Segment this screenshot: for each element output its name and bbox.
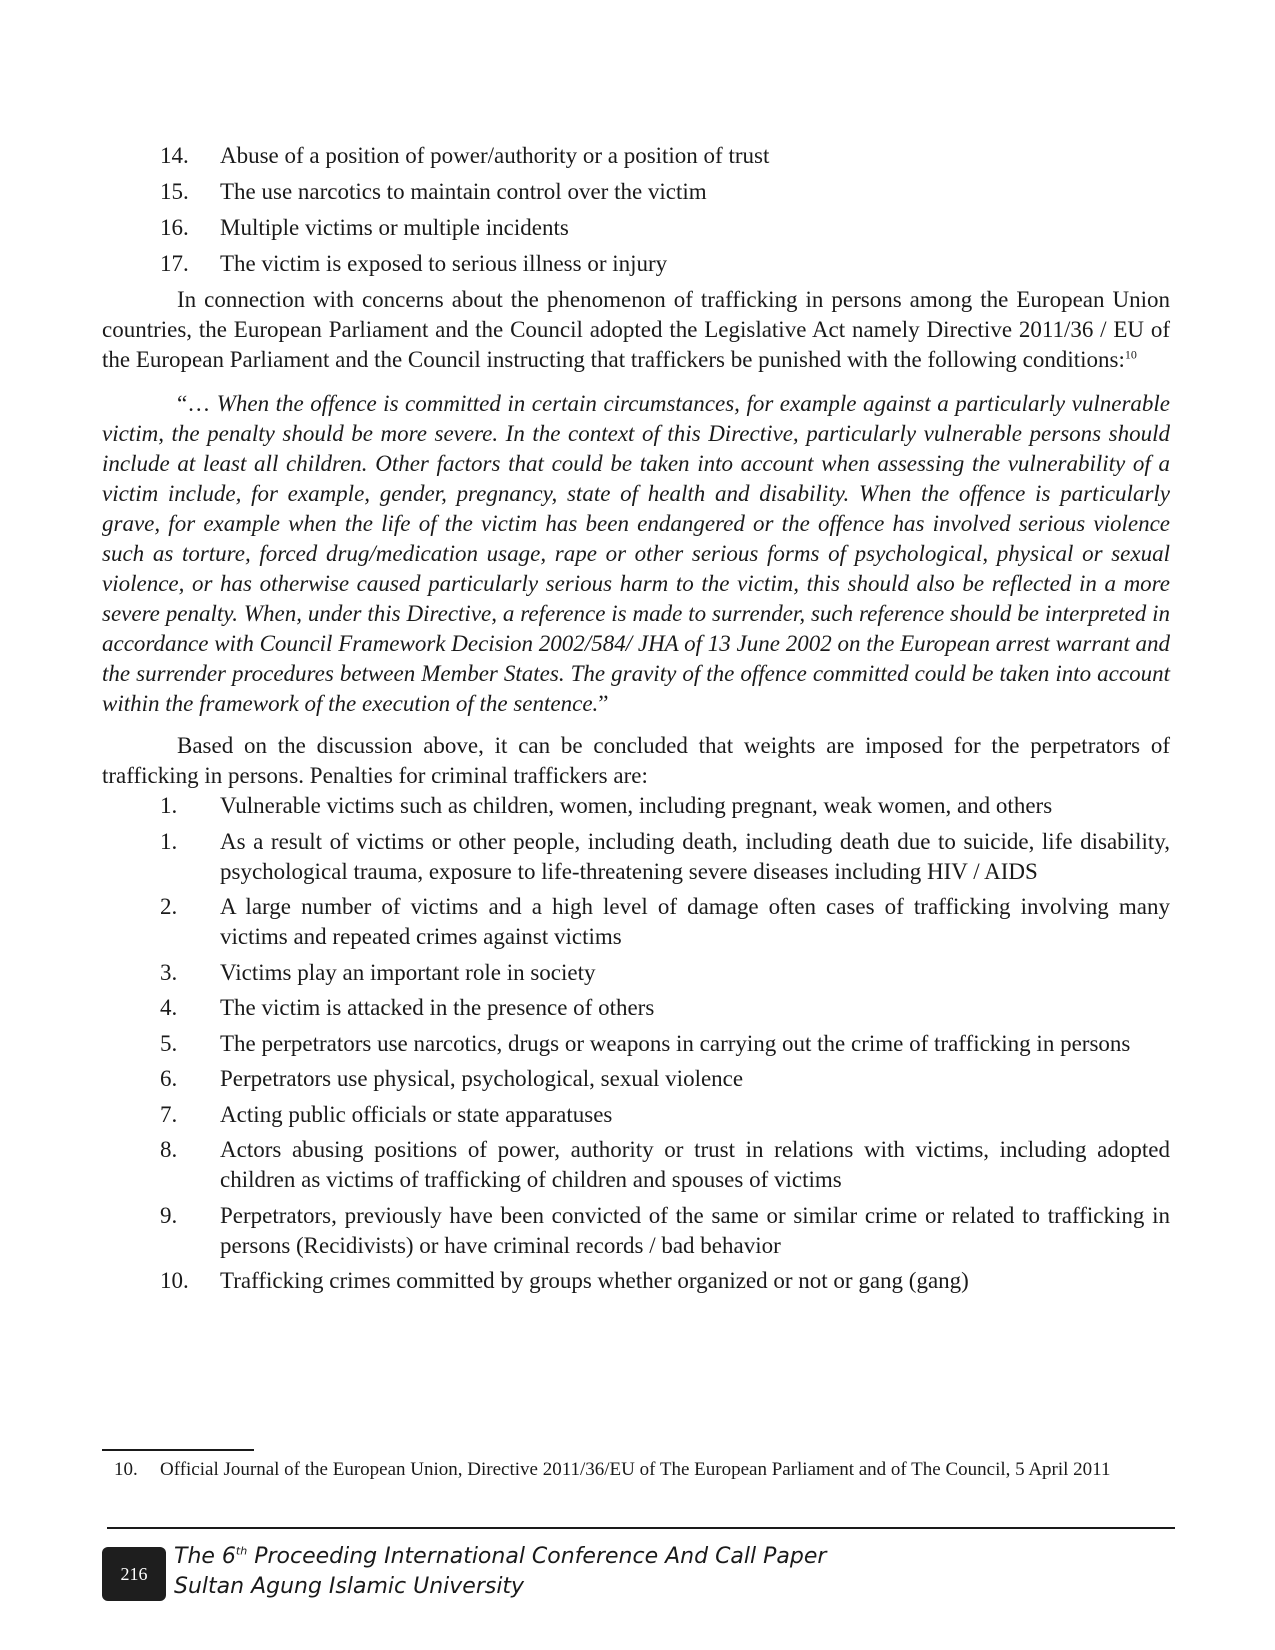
list-item-number: 16. <box>160 215 189 240</box>
paragraph-text: In connection with concerns about the phenomenon of trafficking in persons among the European Union countries, the European Parliament and the Council adopted the Legislative Act namely Directive 2011/36 / EU of the European Parliament and the Council instructing that traffickers be punished with the following conditions: <box>102 287 1170 372</box>
running-footer <box>174 1542 826 1602</box>
list-item <box>102 958 1170 988</box>
quote-open-mark: “… <box>177 391 217 416</box>
paragraph-eu-directive <box>102 285 1170 375</box>
list-item-text: Abuse of a position of power/authority or a position of trust <box>220 143 770 168</box>
page-number-badge: 216 <box>102 1547 166 1601</box>
footnote-text: Official Journal of the European Union, Directive 2011/36/EU of The European Parliament and of The Council, 5 April 2011 <box>160 1459 1111 1480</box>
list-item <box>102 993 1170 1023</box>
list-item-number: 9. <box>160 1202 178 1228</box>
list-item-text: Perpetrators use physical, psychological, sexual violence <box>220 1066 744 1091</box>
footer-university-name: Sultan Agung Islamic University <box>174 1574 525 1599</box>
list-item <box>102 1029 1170 1059</box>
list-item-number: 4. <box>160 995 178 1020</box>
list-item <box>102 1266 1170 1296</box>
footnote-reference[interactable]: 10 <box>1124 347 1137 362</box>
paragraph-conclusion: Based on the discussion above, it can be concluded that weights are imposed for the perpetrators of trafficking in persons. Penalties for criminal traffickers are: <box>102 733 1170 788</box>
footer-divider <box>107 1527 1175 1529</box>
quote-text: When the offence is committed in certain circumstances, for example against a particularly vulnerable victim, the penalty should be more severe. In the context of this Directive, particularly vulnerable persons should include at least all children. Other factors that could be taken into account when assessing the vulnerability of a victim include, for example, gender, pregnancy, state of health and disability. When the offence is particularly grave, for example when the life of the victim has been endangered or the offence has involved serious violence such as torture, forced drug/medication usage, rape or other serious forms of psychological, physical or sexual violence, or has otherwise caused particularly serious harm to the victim, this should also be reflected in a more severe penalty. When, under this Directive, a reference is made to surrender, such reference should be interpreted in accordance with Council Framework Decision 2002/584/ JHA of 13 June 2002 on the European arrest warrant and the surrender procedures between Member States. The gravity of the offence committed could be taken into account within the framework of the execution of the sentence. <box>102 391 1170 716</box>
list-item <box>102 1135 1170 1195</box>
list-item-text: The victim is exposed to serious illness or injury <box>220 251 668 276</box>
list-item-number: 17. <box>160 251 189 276</box>
list-item-number: 1. <box>160 828 178 854</box>
list-item-text: Perpetrators, previously have been convicted of the same or similar crime or related to trafficking in persons (Recidivists) or have criminal records / bad behavior <box>220 1202 1170 1258</box>
list-item <box>102 249 1170 279</box>
list-item-number: 14. <box>160 143 189 168</box>
page-body <box>102 141 1170 1302</box>
list-item-text: Vulnerable victims such as children, women, including pregnant, weak women, and others <box>220 793 1053 818</box>
list-item-number: 1. <box>160 793 178 818</box>
list-item-number: 10. <box>160 1268 189 1293</box>
list-item-text: As a result of victims or other people, including death, including death due to suicide, life disability, psychological trauma, exposure to life-threatening severe diseases including HIV / AIDS <box>220 828 1170 884</box>
footer-conference-title: The 6th Proceeding International Conference And Call Paper <box>174 1544 827 1569</box>
list-item <box>102 892 1170 952</box>
list-item-text: Multiple victims or multiple incidents <box>220 215 569 240</box>
directive-quotation <box>102 389 1170 719</box>
list-item-text: The victim is attacked in the presence of others <box>220 995 655 1020</box>
list-item-text: Acting public officials or state apparatuses <box>220 1101 613 1127</box>
list-item-number: 6. <box>160 1066 178 1091</box>
list-item <box>102 177 1170 207</box>
list-item-number: 2. <box>160 894 178 919</box>
list-item <box>102 141 1170 171</box>
numbered-list-penalties <box>102 791 1170 1296</box>
list-item <box>102 1201 1170 1261</box>
list-item <box>102 791 1170 821</box>
list-item <box>102 213 1170 243</box>
list-item <box>102 1100 1170 1130</box>
footnote-divider <box>102 1449 254 1451</box>
list-item-number: 15. <box>160 179 189 204</box>
numbered-list-aggravating-factors <box>102 141 1170 279</box>
list-item <box>102 1064 1170 1094</box>
footnote-number: 10. <box>114 1459 138 1480</box>
list-item-text: Trafficking crimes committed by groups whether organized or not or gang (gang) <box>220 1268 969 1293</box>
list-item-text: The perpetrators use narcotics, drugs or weapons in carrying out the crime of trafficking in persons <box>220 1030 1131 1056</box>
list-item-text: Victims play an important role in society <box>220 959 596 985</box>
list-item-number: 8. <box>160 1137 178 1162</box>
list-item-number: 5. <box>160 1030 178 1056</box>
list-item-number: 3. <box>160 959 178 985</box>
list-item-text: A large number of victims and a high level of damage often cases of trafficking involving many victims and repeated crimes against victims <box>220 894 1170 949</box>
footnote <box>102 1457 1170 1483</box>
list-item-text: Actors abusing positions of power, authority or trust in relations with victims, including adopted children as victims of trafficking of children and spouses of victims <box>220 1137 1170 1192</box>
list-item-text: The use narcotics to maintain control over the victim <box>220 179 707 204</box>
quote-close-mark: ” <box>598 691 609 716</box>
list-item <box>102 827 1170 887</box>
list-item-number: 7. <box>160 1101 178 1127</box>
